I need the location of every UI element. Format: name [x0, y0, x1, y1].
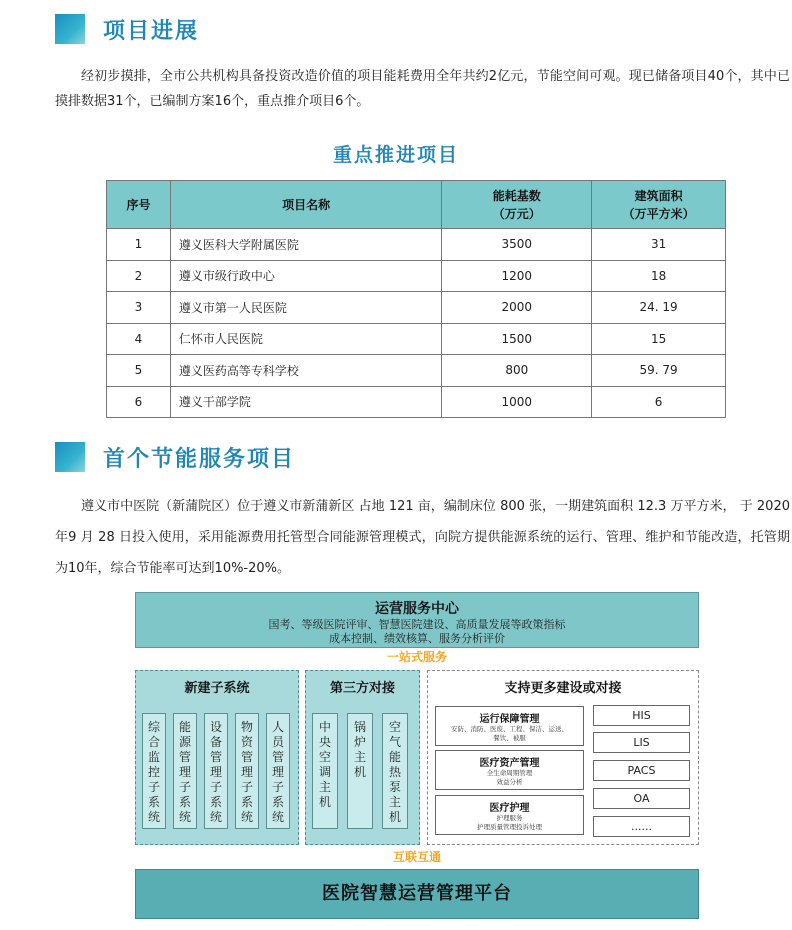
vertical-item: 人 员 管 理 子 系 统 — [266, 713, 290, 829]
header-energy-label: 能耗基数 — [492, 188, 541, 203]
cell-no: 6 — [107, 386, 171, 418]
cell-energy: 1500 — [442, 323, 592, 355]
ops-center-box — [135, 592, 699, 648]
table-row — [107, 355, 726, 387]
cell-no: 1 — [107, 229, 171, 261]
table-row — [107, 229, 726, 261]
cell-area: 15 — [592, 323, 726, 355]
section-heading-service — [55, 440, 295, 474]
service-box-ops — [435, 706, 584, 746]
cell-name: 遵义市级行政中心 — [170, 260, 442, 292]
vertical-item: 综 合 监 控 子 系 统 — [142, 713, 166, 829]
service-sub: 护理服务 — [496, 814, 523, 822]
service-box-assets — [435, 750, 584, 790]
vertical-item: 能 源 管 理 子 系 统 — [173, 713, 197, 829]
cell-area: 24. 19 — [592, 292, 726, 324]
service-sub: 安防、消防、医废、工程、保洁、运送、 — [451, 725, 568, 733]
platform-box: 医院智慧运营管理平台 — [135, 869, 699, 919]
service-box-nursing — [435, 795, 584, 835]
cell-area: 59. 79 — [592, 355, 726, 387]
section-bar-icon — [55, 442, 85, 472]
service-title: 运行保障管理 — [479, 714, 540, 725]
cell-no: 4 — [107, 323, 171, 355]
ops-center-line2: 成本控制、绩效核算、服务分析评价 — [329, 632, 505, 645]
third-party-title: 第三方对接 — [329, 681, 395, 696]
header-area — [592, 181, 726, 229]
ops-center-title: 运营服务中心 — [375, 601, 459, 617]
table-header-row — [107, 181, 726, 229]
cell-no: 3 — [107, 292, 171, 324]
table-row — [107, 292, 726, 324]
vertical-item: 物 资 管 理 子 系 统 — [235, 713, 259, 829]
header-area-label: 建筑面积 — [634, 188, 683, 203]
service-sub: 护理质量管理投诉处理 — [477, 823, 542, 831]
one-stop-label: 一站式服务 — [386, 650, 447, 664]
section-bar-icon — [55, 14, 85, 44]
vertical-item: 空 气 能 热 泵 主 机 — [382, 713, 408, 829]
cell-name: 遵义医药高等专科学校 — [170, 355, 442, 387]
cell-area: 18 — [592, 260, 726, 292]
section-title: 项目进展 — [103, 18, 200, 44]
system-more: ...... — [593, 816, 690, 837]
vertical-item: 锅 炉 主 机 — [347, 713, 373, 829]
vertical-item: 设 备 管 理 子 系 统 — [204, 713, 228, 829]
header-energy-unit: （万元） — [492, 206, 541, 221]
cell-name: 遵义医科大学附属医院 — [170, 229, 442, 261]
service-paragraph: 遵义市中医院（新蒲院区）位于遵义市新蒲新区 占地 121 亩，编制床位 800 张，一期建筑面积 12.3 万平方米， 于 2020 年9 月 28 日投入使用，采用能源费用托管型合同能源管理模式，向院方提供能源系统的运行、管理、维护和节能改造，托管期为10年，综合节能率可达到10%-20%。 — [55, 499, 790, 576]
header-energy — [442, 181, 592, 229]
section-heading-progress — [55, 12, 199, 46]
table-row — [107, 386, 726, 418]
system-his: HIS — [593, 705, 690, 726]
cell-energy: 2000 — [442, 292, 592, 324]
cell-energy: 3500 — [442, 229, 592, 261]
vertical-item: 中 央 空 调 主 机 — [312, 713, 338, 829]
header-name: 项目名称 — [170, 181, 442, 229]
header-no: 序号 — [107, 181, 171, 229]
table-title: 重点推进项目 — [332, 144, 459, 166]
table-row — [107, 323, 726, 355]
interconnect-label: 互联互通 — [392, 850, 441, 864]
service-title: 医疗资产管理 — [479, 758, 540, 769]
cell-name: 遵义市第一人民医院 — [170, 292, 442, 324]
cell-name: 遵义干部学院 — [170, 386, 442, 418]
cell-area: 31 — [592, 229, 726, 261]
section-title: 首个节能服务项目 — [103, 446, 296, 472]
system-oa: OA — [593, 788, 690, 809]
more-integration-title: 支持更多建设或对接 — [504, 681, 622, 696]
cell-no: 5 — [107, 355, 171, 387]
cell-energy: 1200 — [442, 260, 592, 292]
progress-paragraph: 经初步摸排，全市公共机构具备投资改造价值的项目能耗费用全年共约2亿元，节能空间可观。现已储备项目40个，其中已摸排数据31个，已编制方案16个，重点推介项目6个。 — [55, 69, 790, 109]
service-title: 医疗护理 — [489, 803, 530, 814]
new-subsystems-title: 新建子系统 — [184, 681, 250, 696]
ops-center-line1: 国考、等级医院评审、智慧医院建设、高质量发展等政策指标 — [268, 618, 566, 631]
cell-name: 仁怀市人民医院 — [170, 323, 442, 355]
service-sub: 效益分析 — [496, 778, 523, 786]
system-lis: LIS — [593, 732, 690, 753]
system-pacs: PACS — [593, 760, 690, 781]
header-area-unit: （万平方米） — [622, 206, 695, 221]
cell-energy: 800 — [442, 355, 592, 387]
key-projects-table — [106, 180, 726, 418]
table-row — [107, 260, 726, 292]
cell-area: 6 — [592, 386, 726, 418]
service-sub: 餐饮、被服 — [493, 734, 526, 742]
service-sub: 全生命周期管理 — [486, 769, 533, 777]
cell-no: 2 — [107, 260, 171, 292]
cell-energy: 1000 — [442, 386, 592, 418]
